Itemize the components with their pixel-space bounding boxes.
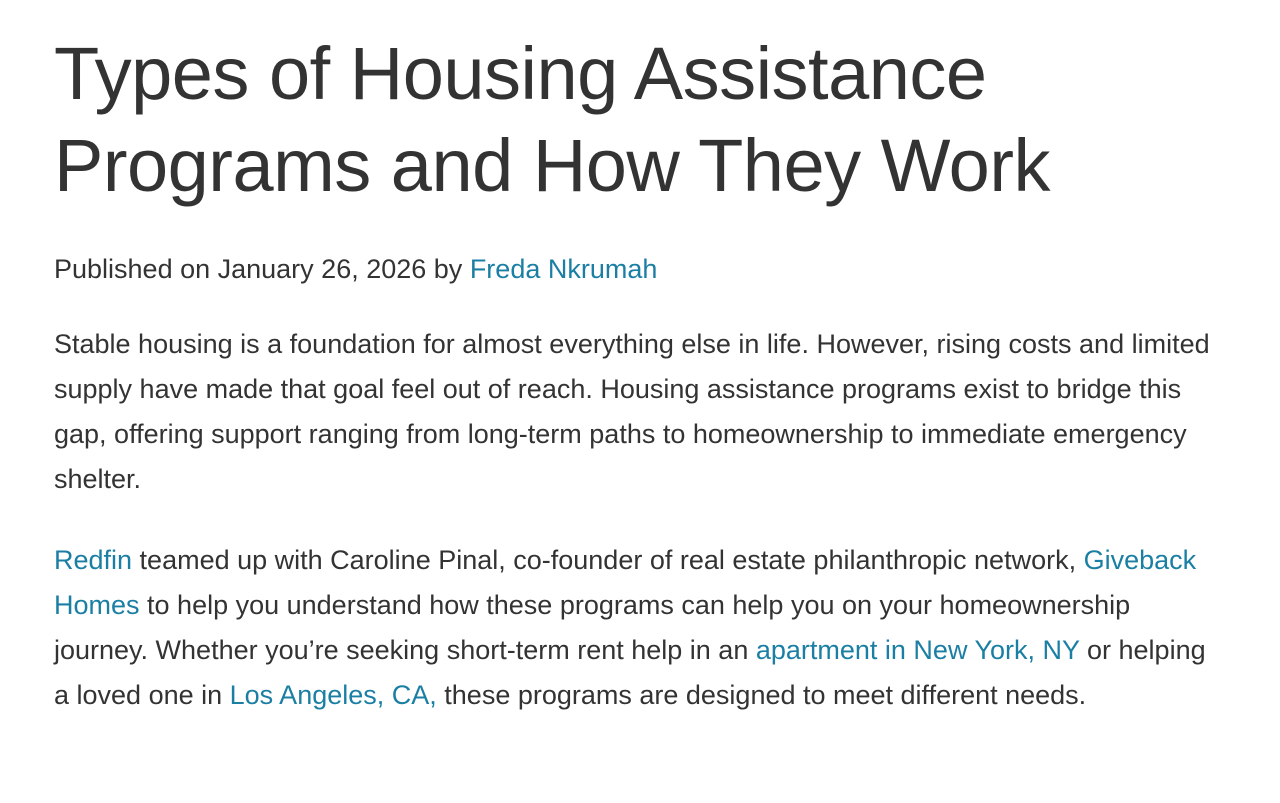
title-line-2: Programs and How They Work [54,124,1050,207]
title-line-1: Types of Housing Assistance [54,32,987,115]
page-title [54,0,1224,212]
paragraph-text: these programs are designed to meet different needs. [436,680,1087,710]
paragraph-text: to help you understand how these programs can help you on your homeownership journey. Whether you’re seeking short-term rent help in an [54,590,1131,665]
giveback-homes-link[interactable]: Giveback Homes [54,545,1197,620]
article [54,0,1224,710]
byline [54,249,657,289]
intro-paragraph: Stable housing is a foundation for almost everything else in life. However, rising costs and limited supply have made that goal feel out of reach. Housing assistance programs exist to bridge this gap, offering support ranging from long-term paths to homeownership to immediate emergency shelter. [54,329,1210,494]
paragraph-text: or helping a loved one in [54,635,1206,710]
paragraph-text: teamed up with Caroline Pinal, co-founder of real estate philanthropic network, [132,545,1084,575]
partner-paragraph [54,538,1214,718]
new-york-apartment-link[interactable]: apartment in New York, NY [755,635,1080,665]
byline-published-date: Published on January 26, 2026 by [54,254,470,284]
redfin-link[interactable]: Redfin [54,545,133,575]
los-angeles-link[interactable]: Los Angeles, CA, [229,680,437,710]
author-link[interactable]: Freda Nkrumah [469,254,658,284]
